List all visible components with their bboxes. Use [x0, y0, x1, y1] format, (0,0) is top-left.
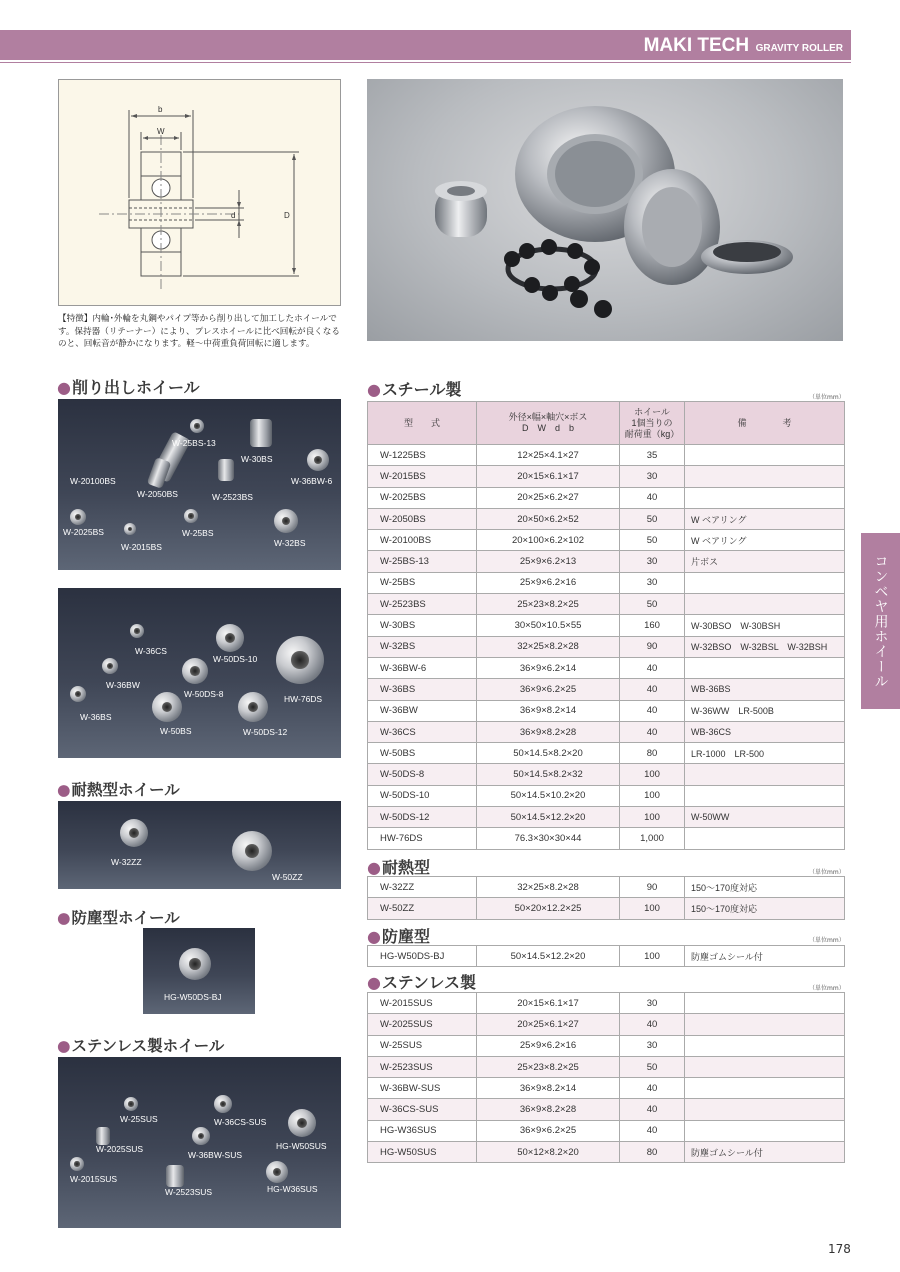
header-divider — [0, 62, 851, 63]
wheel-image — [214, 1095, 232, 1113]
cell-dims: 50×20×12.2×25 — [477, 898, 620, 919]
table-row — [368, 785, 845, 806]
wheel-image — [70, 686, 86, 702]
cell-model: W-2015BS — [368, 466, 477, 487]
section-title-heat-wheel-text: 耐熱型ホイール — [71, 781, 180, 799]
cell-load: 40 — [620, 1120, 685, 1141]
cell-note — [685, 993, 845, 1014]
table-row — [368, 1120, 845, 1141]
section-title-dust-wheel: ●防塵型ホイール — [57, 909, 180, 927]
table-row — [368, 1099, 845, 1120]
cell-dims: 12×25×4.1×27 — [477, 445, 620, 466]
cell-load: 100 — [620, 764, 685, 785]
cell-dims: 50×14.5×12.2×20 — [477, 946, 620, 967]
cell-note — [685, 1035, 845, 1056]
cell-model: HG-W36SUS — [368, 1120, 477, 1141]
dim-w-label: W — [157, 127, 165, 136]
table-row — [368, 530, 845, 551]
unit-note-stainless: （単位mm） — [809, 985, 845, 992]
section-title-dust-text: 防塵型 — [381, 927, 430, 946]
cell-model: W-36CS — [368, 721, 477, 742]
panel-label: W-36CS — [135, 646, 167, 656]
cell-note: W-32BSO W-32BSL W-32BSH — [685, 636, 845, 657]
wheel-image — [266, 1161, 288, 1183]
cell-dims: 25×23×8.2×25 — [477, 594, 620, 615]
table-row — [368, 764, 845, 785]
table-row — [368, 445, 845, 466]
table-row — [368, 807, 845, 828]
table-row — [368, 508, 845, 529]
cell-dims: 36×9×6.2×25 — [477, 679, 620, 700]
cell-load: 40 — [620, 679, 685, 700]
cell-note — [685, 785, 845, 806]
wheel-image — [216, 624, 244, 652]
panel-label: W-36CS-SUS — [214, 1117, 267, 1127]
panel-label: W-30BS — [241, 454, 273, 464]
table-row — [368, 877, 845, 898]
panel-label: W-36BW-SUS — [188, 1150, 243, 1160]
cell-model: W-50ZZ — [368, 898, 477, 919]
cell-model: W-32BS — [368, 636, 477, 657]
table-row — [368, 1056, 845, 1077]
cell-dims: 36×9×6.2×14 — [477, 657, 620, 678]
cell-dims: 50×14.5×8.2×32 — [477, 764, 620, 785]
cell-model: HG-W50SUS — [368, 1142, 477, 1163]
cell-model: W-2523BS — [368, 594, 477, 615]
wheel-image — [152, 692, 182, 722]
cell-note — [685, 487, 845, 508]
cell-dims: 20×25×6.1×27 — [477, 1014, 620, 1035]
cell-dims: 32×25×8.2×28 — [477, 636, 620, 657]
cell-note — [685, 445, 845, 466]
table-row — [368, 1014, 845, 1035]
cell-model: HG-W50DS-BJ — [368, 946, 477, 967]
cell-model: W-1225BS — [368, 445, 477, 466]
wheel-image — [102, 658, 118, 674]
wheel-image — [218, 459, 234, 481]
section-title-dust-wheel-text: 防塵型ホイール — [71, 909, 180, 927]
cell-model: W-36BW-SUS — [368, 1078, 477, 1099]
panel-label: W-50DS-12 — [243, 727, 288, 737]
wheel-image — [130, 624, 144, 638]
table-row — [368, 594, 845, 615]
table-row — [368, 700, 845, 721]
photo-panel-heat — [58, 801, 341, 889]
cell-model: W-36BS — [368, 679, 477, 700]
cell-load: 30 — [620, 572, 685, 593]
header-load-line3: 耐荷重（kg） — [624, 428, 680, 439]
heat-spec-table — [367, 876, 845, 920]
panel-label: W-25SUS — [120, 1114, 158, 1124]
cell-note — [685, 1099, 845, 1120]
feature-description: 【特徴】内輪･外輪を丸鋼やパイプ等から削り出して加工したホイールです。保持器（リテーナー）により、プレスホイールに比べ回転が良くなるのと、回転音が静かになります。軽～中荷重負荷回転に適します。 — [58, 314, 340, 349]
table-row — [368, 946, 845, 967]
cell-load: 100 — [620, 898, 685, 919]
cell-dims: 20×50×6.2×52 — [477, 508, 620, 529]
cell-dims: 25×9×6.2×16 — [477, 572, 620, 593]
wheel-image — [276, 636, 324, 684]
section-title-steel: ●スチール製 — [367, 380, 462, 399]
wheel-image — [250, 419, 272, 447]
cell-load: 40 — [620, 1078, 685, 1099]
wheel-image — [182, 658, 208, 684]
section-title-heat-text: 耐熱型 — [381, 858, 430, 877]
wheel-image — [190, 419, 204, 433]
header-dims — [477, 402, 620, 445]
cell-model: W-50DS-10 — [368, 785, 477, 806]
cell-note: W-36WW LR-500B — [685, 700, 845, 721]
cell-model: W-50DS-8 — [368, 764, 477, 785]
cell-note: W ベアリング — [685, 508, 845, 529]
cell-dims: 36×9×8.2×28 — [477, 1099, 620, 1120]
photo-panel-dust — [143, 928, 255, 1014]
table-row — [368, 721, 845, 742]
cell-note: WB-36BS — [685, 679, 845, 700]
cell-note — [685, 828, 845, 849]
section-title-stainless-text: ステンレス製 — [381, 973, 476, 992]
brand-sub: GRAVITY ROLLER — [755, 43, 843, 54]
cell-note — [685, 657, 845, 678]
photo-panel-stainless — [58, 1057, 341, 1228]
cell-model: W-36BW — [368, 700, 477, 721]
cell-load: 30 — [620, 993, 685, 1014]
product-photo-parts — [367, 79, 843, 341]
wheel-image — [307, 449, 329, 471]
cell-note — [685, 1078, 845, 1099]
cell-load: 80 — [620, 1142, 685, 1163]
header-load-line2: 1個当りの — [631, 417, 673, 428]
cell-note: WB-36CS — [685, 721, 845, 742]
panel-label: W-25BS-13 — [172, 438, 216, 448]
cell-note: 防塵ゴムシール付 — [685, 1142, 845, 1163]
cell-model: W-36BW-6 — [368, 657, 477, 678]
cell-dims: 50×12×8.2×20 — [477, 1142, 620, 1163]
dim-d-label: d — [231, 211, 236, 220]
section-title-machined-text: 削り出しホイール — [71, 378, 200, 397]
photo-panel-machined — [58, 399, 341, 570]
cell-dims: 36×9×8.2×28 — [477, 721, 620, 742]
header-dims-line2: D W d b — [521, 423, 574, 433]
panel-label: W-20100BS — [70, 476, 116, 486]
dim-D-label: D — [284, 211, 290, 220]
panel-label: W-25BS — [182, 528, 214, 538]
wheel-image — [124, 1097, 138, 1111]
unit-note-dust: （単位mm） — [809, 937, 845, 944]
table-row — [368, 1035, 845, 1056]
wheel-image — [70, 509, 86, 525]
cell-note: W ベアリング — [685, 530, 845, 551]
table-row — [368, 679, 845, 700]
wheel-image — [70, 1157, 84, 1171]
table-row — [368, 487, 845, 508]
cell-load: 30 — [620, 1035, 685, 1056]
cell-model: W-25SUS — [368, 1035, 477, 1056]
cell-model: W-25BS — [368, 572, 477, 593]
cell-dims: 20×100×6.2×102 — [477, 530, 620, 551]
cell-dims: 25×23×8.2×25 — [477, 1056, 620, 1077]
cell-model: W-2050BS — [368, 508, 477, 529]
cell-note: W-30BSO W-30BSH — [685, 615, 845, 636]
wheel-cross-section-diagram — [59, 80, 342, 307]
cell-model: W-50DS-12 — [368, 807, 477, 828]
cell-load: 30 — [620, 551, 685, 572]
cell-note — [685, 1120, 845, 1141]
panel-label: W-2050BS — [137, 489, 178, 499]
wheel-image — [288, 1109, 316, 1137]
wheel-image — [120, 819, 148, 847]
header-bar — [0, 30, 851, 60]
section-title-stainless: ●ステンレス製 — [367, 973, 476, 992]
cell-load: 40 — [620, 1099, 685, 1120]
cell-model: HW-76DS — [368, 828, 477, 849]
cell-note: 片ボス — [685, 551, 845, 572]
panel-label: W-50DS-10 — [213, 654, 258, 664]
cell-model: W-2025BS — [368, 487, 477, 508]
wheel-image — [124, 523, 136, 535]
wheel-parts-illustration — [367, 79, 843, 341]
cell-model: W-36CS-SUS — [368, 1099, 477, 1120]
cell-model: W-32ZZ — [368, 877, 477, 898]
panel-label: W-50DS-8 — [184, 689, 224, 699]
dust-spec-table — [367, 945, 845, 967]
cell-load: 100 — [620, 785, 685, 806]
cell-load: 50 — [620, 1056, 685, 1077]
cell-dims: 25×9×6.2×13 — [477, 551, 620, 572]
table-row — [368, 572, 845, 593]
wheel-image — [238, 692, 268, 722]
cell-load: 1,000 — [620, 828, 685, 849]
panel-label: W-36BS — [80, 712, 112, 722]
cell-load: 40 — [620, 487, 685, 508]
cell-note: 150～170度対応 — [685, 877, 845, 898]
section-title-stainless-wheel: ●ステンレス製ホイール — [57, 1037, 225, 1055]
cell-note: LR-1000 LR-500 — [685, 743, 845, 764]
cell-note — [685, 764, 845, 785]
wheel-image — [274, 509, 298, 533]
cell-model: W-25BS-13 — [368, 551, 477, 572]
unit-note-heat: （単位mm） — [809, 869, 845, 876]
cell-note — [685, 594, 845, 615]
table-row — [368, 828, 845, 849]
cell-load: 40 — [620, 1014, 685, 1035]
table-row — [368, 993, 845, 1014]
panel-label: W-50BS — [160, 726, 192, 736]
panel-label: W-2523BS — [212, 492, 253, 502]
cell-model: W-2523SUS — [368, 1056, 477, 1077]
cell-dims: 36×9×6.2×25 — [477, 1120, 620, 1141]
table-row — [368, 1078, 845, 1099]
cell-load: 50 — [620, 530, 685, 551]
table-row — [368, 1142, 845, 1163]
panel-label: HG-W50SUS — [276, 1141, 327, 1151]
panel-label: W-2523SUS — [165, 1187, 213, 1197]
wheel-image — [192, 1127, 210, 1145]
cell-dims: 20×15×6.1×17 — [477, 466, 620, 487]
cell-load: 30 — [620, 466, 685, 487]
section-title-heat-wheel: ●耐熱型ホイール — [57, 781, 180, 799]
cell-model: W-20100BS — [368, 530, 477, 551]
table-row — [368, 551, 845, 572]
cell-model: W-2025SUS — [368, 1014, 477, 1035]
panel-label: W-2025SUS — [96, 1144, 144, 1154]
cell-load: 40 — [620, 721, 685, 742]
cell-model: W-2015SUS — [368, 993, 477, 1014]
cell-dims: 76.3×30×30×44 — [477, 828, 620, 849]
wheel-image — [179, 948, 211, 980]
cell-dims: 20×15×6.1×17 — [477, 993, 620, 1014]
cell-note — [685, 466, 845, 487]
cell-note: W-50WW — [685, 807, 845, 828]
cell-load: 160 — [620, 615, 685, 636]
photo-panel-bearing — [58, 588, 341, 758]
side-category-tab: コンベヤ用ホイール — [861, 533, 900, 709]
cell-dims: 25×9×6.2×16 — [477, 1035, 620, 1056]
panel-label: W-50ZZ — [272, 872, 303, 882]
panel-label: W-32BS — [274, 538, 306, 548]
cell-note: 150～170度対応 — [685, 898, 845, 919]
section-title-heat: ●耐熱型 — [367, 858, 430, 877]
cell-note — [685, 572, 845, 593]
cell-load: 40 — [620, 657, 685, 678]
cell-load: 100 — [620, 807, 685, 828]
page-number: 178 — [828, 1242, 851, 1256]
cell-dims: 32×25×8.2×28 — [477, 877, 620, 898]
panel-label: W-36BW — [106, 680, 140, 690]
brand-logo — [644, 35, 843, 57]
panel-label: HG-W50DS-BJ — [164, 992, 222, 1002]
table-row — [368, 466, 845, 487]
wheel-image — [232, 831, 272, 871]
wheel-image — [96, 1127, 110, 1145]
cell-load: 100 — [620, 946, 685, 967]
table-row — [368, 743, 845, 764]
table-row — [368, 657, 845, 678]
header-notes: 備 考 — [685, 402, 845, 445]
panel-label: HG-W36SUS — [267, 1184, 318, 1194]
panel-label: W-32ZZ — [111, 857, 142, 867]
cell-note — [685, 1056, 845, 1077]
dim-b-label: b — [158, 105, 163, 114]
header-model: 型 式 — [368, 402, 477, 445]
cell-dims: 30×50×10.5×55 — [477, 615, 620, 636]
cell-dims: 50×14.5×8.2×20 — [477, 743, 620, 764]
cell-load: 35 — [620, 445, 685, 466]
cell-load: 50 — [620, 508, 685, 529]
section-title-steel-text: スチール製 — [381, 380, 462, 399]
steel-spec-table — [367, 401, 845, 850]
panel-label: W-2025BS — [63, 527, 104, 537]
table-row — [368, 636, 845, 657]
panel-label: W-2015BS — [121, 542, 162, 552]
cell-dims: 50×14.5×12.2×20 — [477, 807, 620, 828]
cell-load: 40 — [620, 700, 685, 721]
section-title-stainless-wheel-text: ステンレス製ホイール — [71, 1037, 225, 1055]
stainless-spec-table — [367, 992, 845, 1163]
header-dims-line1: 外径×幅×軸穴×ボス — [508, 412, 588, 422]
section-title-dust: ●防塵型 — [367, 927, 430, 946]
unit-note-steel: （単位mm） — [809, 394, 845, 401]
cell-dims: 36×9×8.2×14 — [477, 1078, 620, 1099]
cell-dims: 20×25×6.2×27 — [477, 487, 620, 508]
cell-note — [685, 1014, 845, 1035]
panel-label: W-36BW-6 — [291, 476, 333, 486]
panel-label: W-2015SUS — [70, 1174, 118, 1184]
wheel-image — [166, 1165, 184, 1187]
section-title-machined: ●削り出しホイール — [57, 378, 200, 397]
wheel-image — [184, 509, 198, 523]
panel-label: HW-76DS — [284, 694, 323, 704]
technical-drawing — [58, 79, 341, 306]
cell-dims: 50×14.5×10.2×20 — [477, 785, 620, 806]
cell-load: 90 — [620, 636, 685, 657]
cell-model: W-30BS — [368, 615, 477, 636]
table-row — [368, 615, 845, 636]
cell-model: W-50BS — [368, 743, 477, 764]
cell-note: 防塵ゴムシール付 — [685, 946, 845, 967]
cell-load: 50 — [620, 594, 685, 615]
cell-load: 90 — [620, 877, 685, 898]
brand-main: MAKI TECH — [643, 35, 750, 56]
cell-dims: 36×9×8.2×14 — [477, 700, 620, 721]
table-row — [368, 898, 845, 919]
header-load — [620, 402, 685, 445]
header-load-line1: ホイール — [634, 406, 670, 417]
cell-load: 80 — [620, 743, 685, 764]
